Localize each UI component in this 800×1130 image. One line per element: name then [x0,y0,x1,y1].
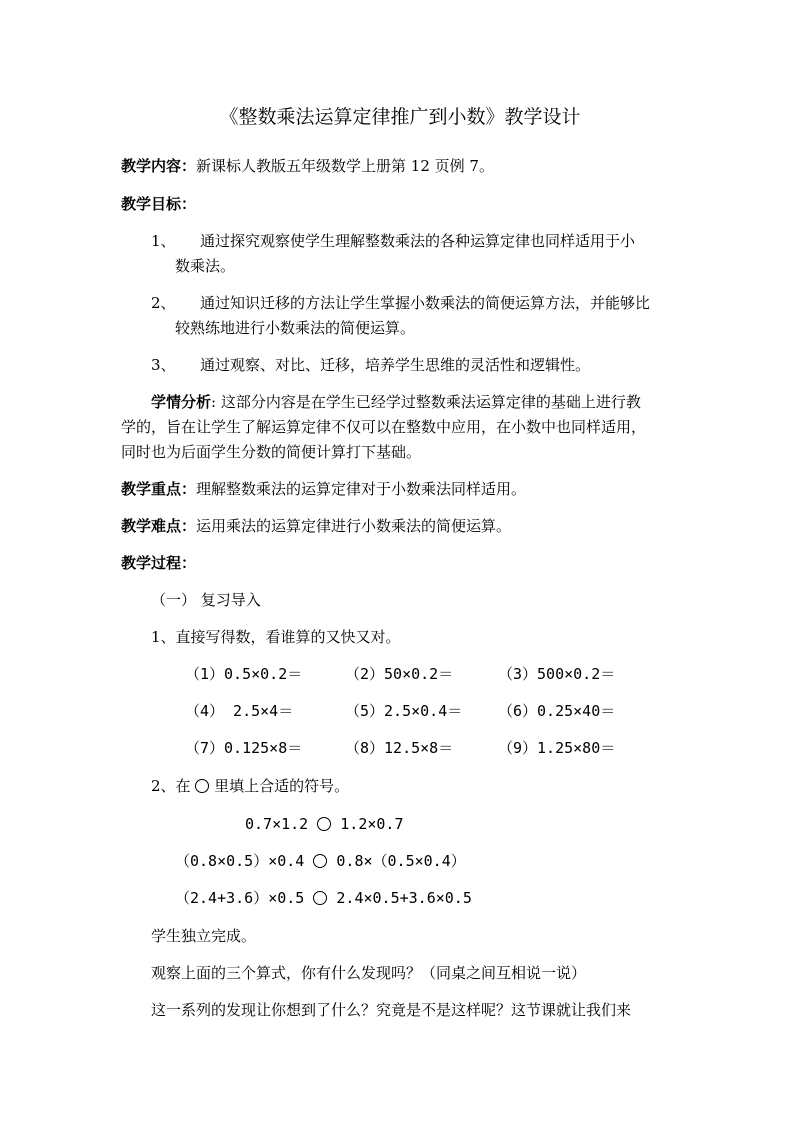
paragraph-observe: 观察上面的三个算式，你有什么发现吗？（同桌之间互相说一说） [151,964,587,982]
analysis-line1 [151,392,641,412]
calc-item-5: （5）2.5×0.4＝ [345,702,463,720]
calc-item-8: （8）12.5×8＝ [345,739,454,757]
goal-3-number: 3、 [151,356,176,374]
document-title: 《整数乘法运算定律推广到小数》教学设计 [219,106,581,128]
question-2-prefix: 2、在 [151,777,191,795]
difficulty-text: 运用乘法的运算定律进行小数乘法的简便运算。 [196,517,512,535]
compare-3-right: 2.4×0.5+3.6×0.5 [336,889,472,907]
compare-2-left: （0.8×0.5）×0.4 [175,852,305,870]
compare-1-left: 0.7×1.2 [245,815,309,833]
calc-item-7: （7）0.125×8＝ [185,739,303,757]
compare-row-3 [175,888,472,908]
compare-3-left: （2.4+3.6）×0.5 [175,889,305,907]
question-1: 1、直接写得数，看谁算的又快又对。 [151,628,401,646]
goal-1-line2: 数乘法。 [175,257,236,275]
compare-circle-icon [313,854,327,868]
paragraph-discovery: 这一系列的发现让你想到了什么？究竟是不是这样呢？这节课就让我们来 [151,1001,632,1019]
calc-item-2: （2）50×0.2＝ [345,665,454,683]
key-point-label: 教学重点： [121,480,197,498]
analysis-line2: 学的，旨在让学生了解运算定律不仅可以在整数中应用，在小数中也同样适用， [121,418,647,436]
content-label: 教学内容： [121,157,197,175]
goal-1-number: 1、 [151,232,176,250]
calc-item-1: （1）0.5×0.2＝ [185,665,303,683]
goal-3-line1: 通过观察、对比、迁移，培养学生思维的灵活性和逻辑性。 [200,356,591,374]
difficulty-label: 教学难点： [121,517,197,535]
key-point-line [121,479,526,499]
compare-1-right: 1.2×0.7 [340,815,404,833]
question-2-suffix: 里填上合适的符号。 [214,777,350,795]
calc-item-9: （9）1.25×80＝ [498,739,616,757]
goal-1-line1: 通过探究观察使学生理解整数乘法的各种运算定律也同样适用于小 [200,232,636,250]
calc-item-3: （3）500×0.2＝ [498,665,616,683]
circle-icon [195,779,209,793]
compare-circle-icon [317,817,331,831]
paragraph-independent: 学生独立完成。 [151,927,257,945]
question-2 [151,776,349,796]
compare-circle-icon [313,891,327,905]
key-point-text: 理解整数乘法的运算定律对于小数乘法同样适用。 [196,480,527,498]
compare-row-2 [175,851,466,871]
goals-label: 教学目标： [121,195,197,213]
content-line [121,156,494,176]
goal-2-number: 2、 [151,294,176,312]
analysis-label: 学情分析 [151,393,212,411]
compare-2-right: 0.8×（0.5×0.4） [336,852,466,870]
goal-2-line1: 通过知识迁移的方法让学生掌握小数乘法的简便运算方法，并能够比 [200,294,651,312]
calc-item-6: （6）0.25×40＝ [498,702,616,720]
content-text: 新课标人教版五年级数学上册第 12 页例 7。 [196,157,494,175]
analysis-line3: 同时也为后面学生分数的简便计算打下基础。 [121,443,422,461]
goal-2-line2: 较熟练地进行小数乘法的简便运算。 [175,319,416,337]
analysis-text1: : 这部分内容是在学生已经学过整数乘法运算定律的基础上进行教 [211,393,641,411]
compare-row-1 [245,814,404,834]
section-review-heading: （一） 复习导入 [151,591,261,609]
calc-item-4: （4） 2.5×4＝ [185,702,294,720]
process-label: 教学过程： [121,554,197,572]
difficulty-line [121,516,511,536]
